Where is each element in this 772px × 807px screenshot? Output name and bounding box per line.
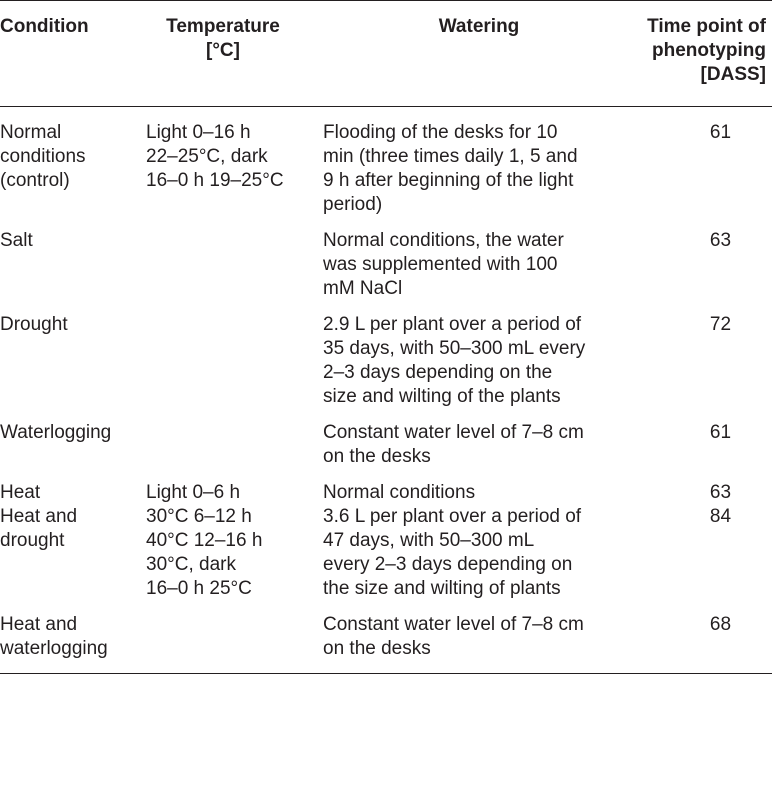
cell-temperature xyxy=(145,421,323,481)
cell-condition: Normal conditions (control) xyxy=(0,122,86,191)
cell-condition: Waterlogging xyxy=(0,422,112,443)
cell-time-point: 72 xyxy=(709,314,732,335)
cell-watering: Normal conditions xyxy=(323,482,476,503)
table-row xyxy=(0,107,772,230)
cell-time-point: 68 xyxy=(709,614,732,635)
cell-temperature-heat-group: Light 0–6 h 30°C 6–12 h 40°C 12–16 h 30°C, dark 16–0 h 25°C xyxy=(146,482,263,599)
header-time-point: Time point of phenotyping [DASS] xyxy=(647,16,766,85)
cell-condition: Salt xyxy=(0,230,33,251)
cell-temperature xyxy=(145,313,323,421)
table-row xyxy=(0,613,772,674)
cell-time-point: 84 xyxy=(709,506,732,527)
cell-watering: Normal conditions, the water was supplemented with 100 mM NaCl xyxy=(323,230,564,299)
cell-watering: 3.6 L per plant over a period of 47 days, with 50–300 mL every 2–3 days depending on the size and wilting of plants xyxy=(323,506,582,599)
cell-time-point: 61 xyxy=(709,422,732,443)
header-watering: Watering xyxy=(438,16,520,37)
table-header xyxy=(0,1,772,107)
header-row xyxy=(0,1,772,107)
cell-time-point: 63 xyxy=(709,482,732,503)
cell-condition: Heat and waterlogging xyxy=(0,614,108,659)
cell-time-point: 63 xyxy=(709,230,732,251)
cell-temperature: Light 0–16 h 22–25°C, dark 16–0 h 19–25°C xyxy=(146,122,284,191)
cell-condition: Drought xyxy=(0,314,68,335)
cell-watering: Constant water level of 7–8 cm on the desks xyxy=(323,422,584,467)
cell-condition: Heat and drought xyxy=(0,506,78,551)
cell-watering: 2.9 L per plant over a period of 35 days, with 50–300 mL every 2–3 days depending on the size and wilting of the plants xyxy=(323,314,586,407)
table-row xyxy=(0,229,772,313)
cell-condition: Heat xyxy=(0,482,41,503)
cell-watering: Constant water level of 7–8 cm on the desks xyxy=(323,614,584,659)
table-row xyxy=(0,505,772,613)
table-row xyxy=(0,313,772,421)
table-body xyxy=(0,107,772,674)
header-temperature: Temperature [°C] xyxy=(166,16,280,61)
cell-temperature xyxy=(145,229,323,313)
cell-watering: Flooding of the desks for 10 min (three times daily 1, 5 and 9 h after beginning of the light period) xyxy=(323,122,578,215)
table-row xyxy=(0,421,772,481)
table-row xyxy=(0,481,772,505)
header-condition: Condition xyxy=(0,16,89,37)
cell-time-point: 61 xyxy=(709,122,732,143)
